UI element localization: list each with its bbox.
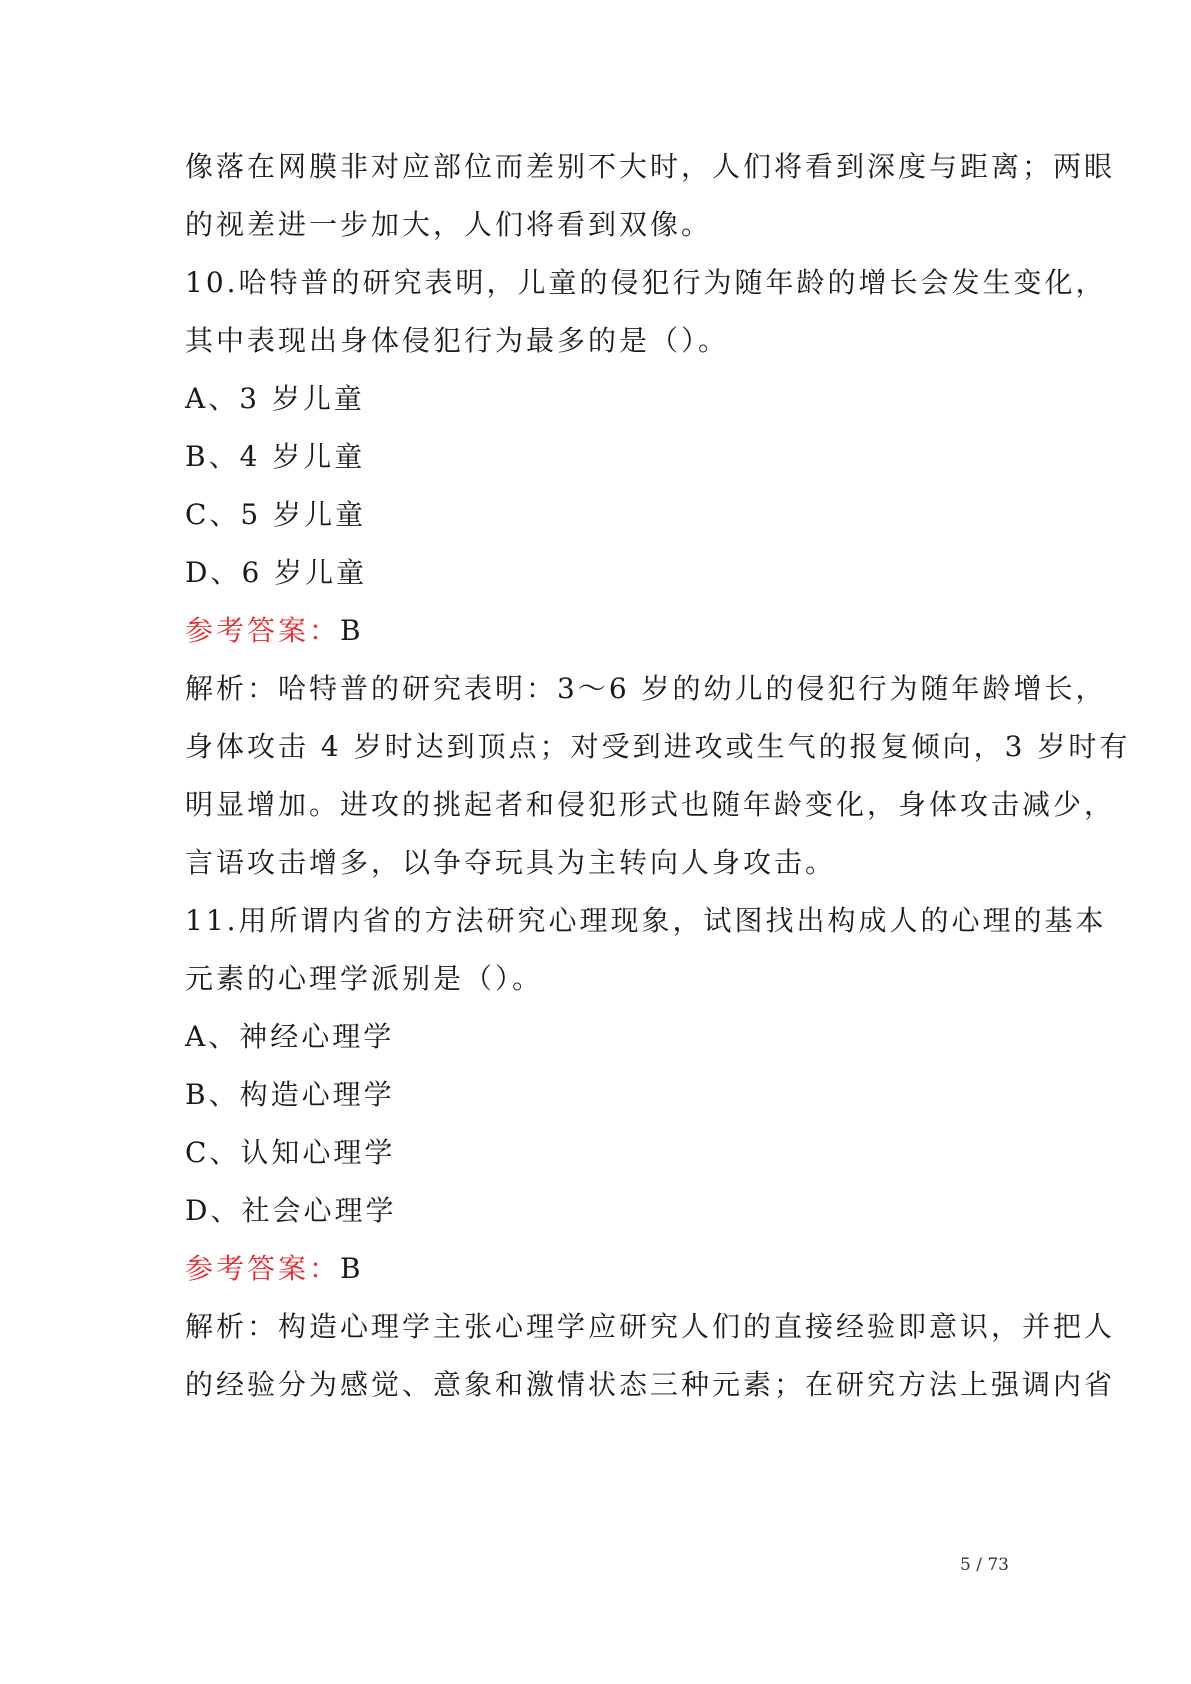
q10-answer bbox=[185, 613, 1015, 649]
q10-analysis-line-3: 明显增加。进攻的挑起者和侵犯形式也随年龄变化，身体攻击减少， bbox=[185, 788, 1116, 821]
q10-stem-line-1: 10.哈特普的研究表明，儿童的侵犯行为随年龄的增长会发生变化， bbox=[185, 266, 1107, 299]
q11-option-c: C、认知心理学 bbox=[185, 1136, 396, 1169]
q10-answer-label: 参考答案： bbox=[185, 614, 341, 647]
page-number: 5 / 73 bbox=[960, 1555, 1009, 1575]
q11-analysis-line-2: 的经验分为感觉、意象和激情状态三种元素；在研究方法上强调内省 bbox=[185, 1368, 1116, 1401]
q10-stem-line-2: 其中表现出身体侵犯行为最多的是（）。 bbox=[185, 324, 730, 357]
q10-option-b: B、4 岁儿童 bbox=[185, 440, 366, 473]
q10-analysis-line-2: 身体攻击 4 岁时达到顶点；对受到进攻或生气的报复倾向，3 岁时有 bbox=[185, 730, 1131, 763]
continuation-line-1: 像落在网膜非对应部位而差别不大时，人们将看到深度与距离；两眼 bbox=[185, 150, 1116, 183]
continuation-line-2: 的视差进一步加大，人们将看到双像。 bbox=[185, 208, 713, 241]
q11-stem-line-2: 元素的心理学派别是（）。 bbox=[185, 962, 544, 995]
q11-answer-value: B bbox=[340, 1252, 364, 1285]
q10-answer-value: B bbox=[340, 614, 364, 647]
q10-analysis-line-1: 解析：哈特普的研究表明：3～6 岁的幼儿的侵犯行为随年龄增长， bbox=[185, 672, 1107, 705]
q10-option-d: D、6 岁儿童 bbox=[185, 556, 368, 589]
q11-option-a: A、神经心理学 bbox=[185, 1020, 395, 1053]
q11-stem-line-1: 11.用所谓内省的方法研究心理现象，试图找出构成人的心理的基本 bbox=[185, 904, 1107, 937]
q10-option-c: C、5 岁儿童 bbox=[185, 498, 367, 531]
q11-answer bbox=[185, 1251, 1015, 1287]
q11-option-d: D、社会心理学 bbox=[185, 1194, 397, 1227]
q11-option-b: B、构造心理学 bbox=[185, 1078, 395, 1111]
q10-analysis-line-4: 言语攻击增多，以争夺玩具为主转向人身攻击。 bbox=[185, 846, 837, 879]
q11-answer-label: 参考答案： bbox=[185, 1252, 341, 1285]
q10-option-a: A、3 岁儿童 bbox=[185, 382, 365, 415]
q11-analysis-line-1: 解析：构造心理学主张心理学应研究人们的直接经验即意识，并把人 bbox=[185, 1310, 1116, 1343]
